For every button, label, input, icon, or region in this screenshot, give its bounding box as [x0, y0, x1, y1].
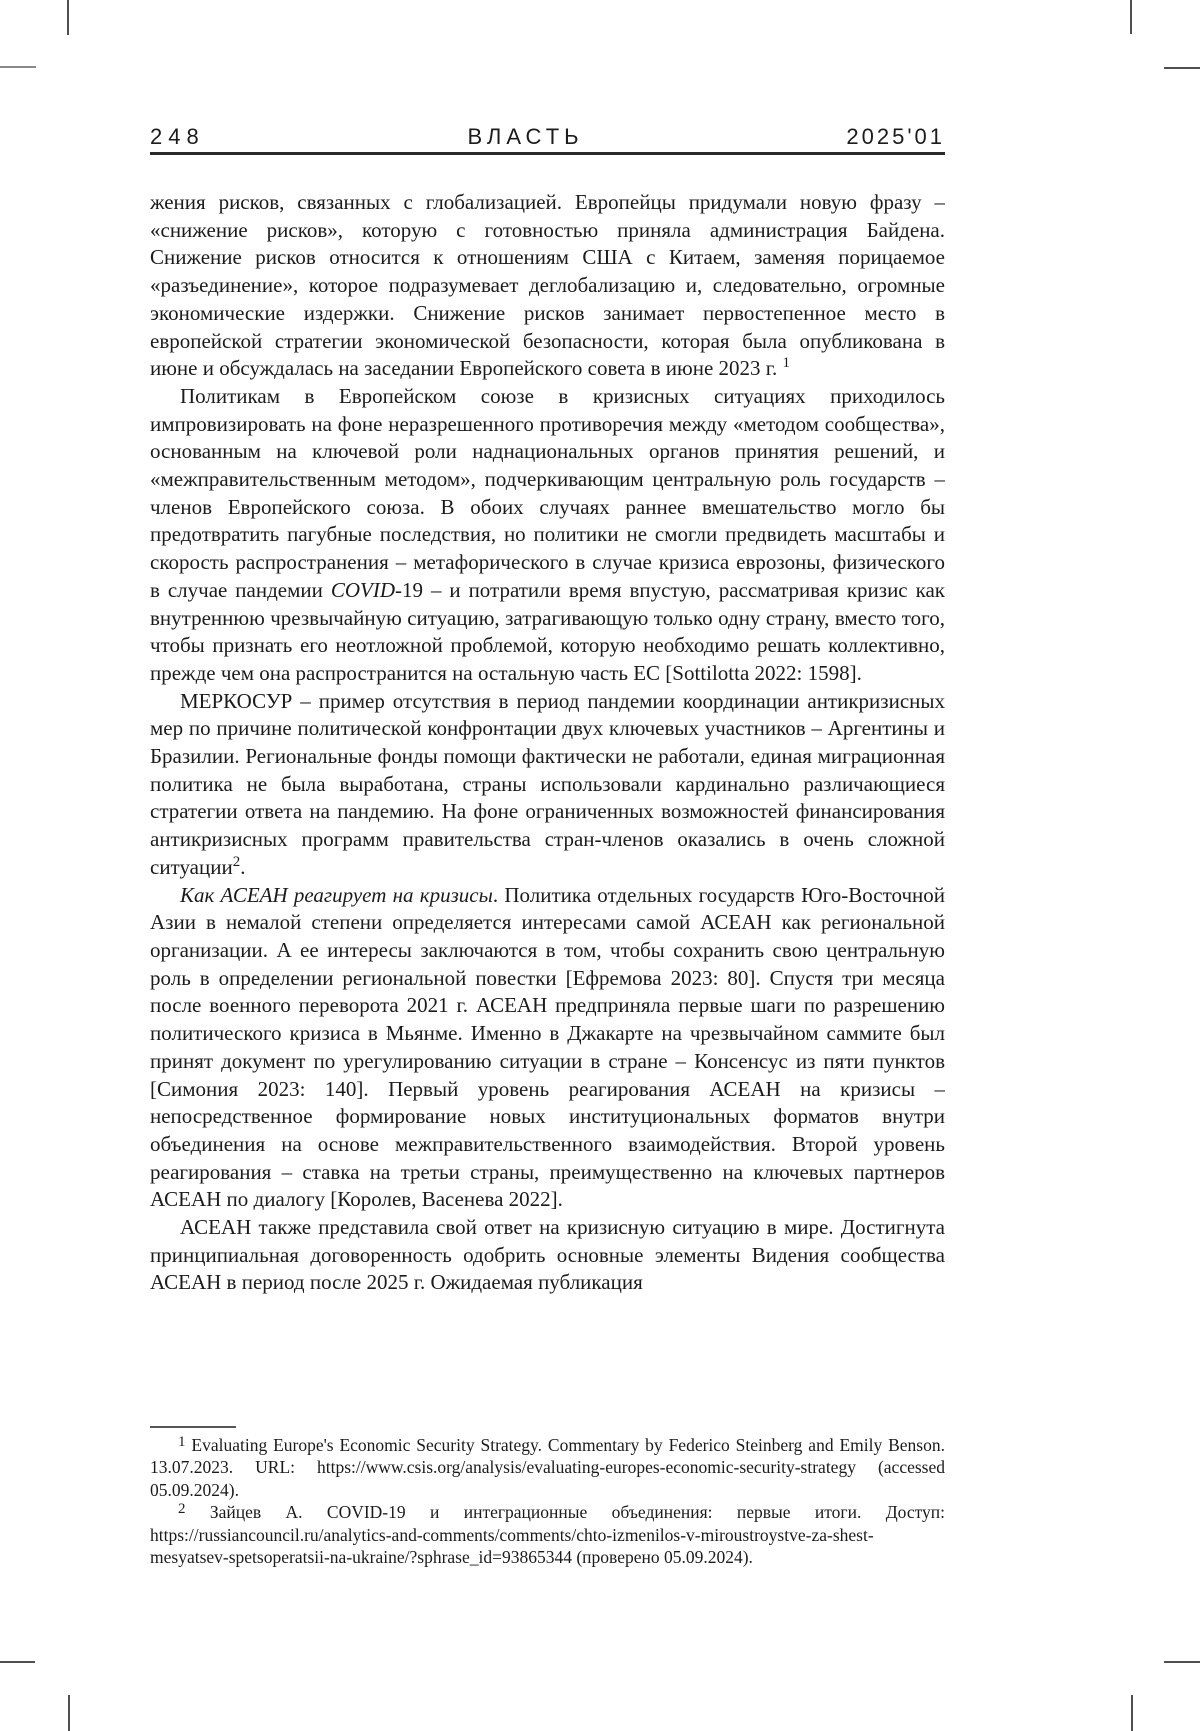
crop-mark-bottom-right-horizontal	[1164, 1661, 1200, 1663]
footnote-reference: 2	[232, 853, 241, 870]
crop-mark-top-left-vertical	[67, 0, 69, 35]
issue-number: 2025'01	[846, 124, 945, 149]
footnotes	[150, 1434, 945, 1568]
footnote-reference: 2	[178, 1501, 186, 1518]
journal-title: ВЛАСТЬ	[467, 124, 584, 149]
crop-mark-bottom-left-vertical	[68, 1695, 70, 1731]
body-paragraph: жения рисков, связанных с глобализацией. Европейцы придумали новую фразу – «снижение рисков», которую с готовностью приняла администрация Байдена. Снижение рисков относится к отношениям США с Китаем, заменяя порицаемое «разъединение», которое подразумевает деглобализацию и, следовательно, огромные экономические издержки. Снижение рисков занимает первостепенное место в европейской стратегии экономической безопасности, которая была опубликована в июне и обсуждалась на заседании Европейского совета в июне 2023 г. $^1$	[150, 190, 945, 381]
crop-mark-top-left-horizontal	[0, 66, 36, 68]
body-paragraph: Как АСЕАН реагирует на кризисы. Политика отдельных государств Юго-Восточной Азии в немалой степени определяется интересами самой АСЕАН как региональной организации. А ее интересы заключаются в том, чтобы сохранить свою центральную роль в определении региональной повестки [Ефремова 2023: 80]. Спустя три месяца после военного переворота 2021 г. АСЕАН предприняла первые шаги по разрешению политического кризиса в Мьянме. Именно в Джакарте на чрезвычайном саммите был принят документ по урегулированию ситуации в стране – Консенсус из пяти пунктов [Симония 2023: 140]. Первый уровень реагирования АСЕАН на кризисы – непосредственное формирование новых институциональных форматов внутри объединения на основе межправительственного взаимодействия. Второй уровень реагирования – ставка на третьи страны, преимущественно на ключевых партнеров АСЕАН по диалогу [Королев, Васенева 2022].	[150, 882, 945, 1212]
crop-mark-bottom-left-horizontal	[0, 1661, 35, 1663]
running-head	[150, 124, 945, 150]
article-body	[150, 189, 945, 1297]
crop-mark-top-right-horizontal	[1164, 67, 1200, 69]
body-paragraph: Политикам в Европейском союзе в кризисных ситуациях приходилось импровизировать на фоне неразрешенного противоречия между «методом сообщества», основанным на ключевой роли наднациональных органов принятия решений, и «межправительственным методом», подчеркивающим центральную роль государств – членов Европейского союза. В обоих случаях раннее вмешательство могло бы предотвратить пагубные последствия, но политики не смогли предвидеть масштабы и скорость распространения – метафорического в случае кризиса еврозоны, физического в случае пандемии COVID-19 – и потратили время впустую, рассматривая кризис как внутреннюю чрезвычайную ситуацию, затрагивающую только одну страну, вместо того, чтобы признать его неотложной проблемой, которую необходимо решать коллективно, прежде чем она распространится на остальную часть ЕС [Sottilotta 2022: 1598].	[150, 383, 945, 685]
body-paragraph: МЕРКОСУР – пример отсутствия в период пандемии координации антикризисных мер по причине политической конфронтации двух ключевых участников – Аргентины и Бразилии. Региональные фонды помощи фактически не работали, единая миграционная политика не была выработана, страны использовали кардинально различающиеся стратегии ответа на пандемию. На фоне ограниченных возможностей финансирования антикризисных программ правительства стран-членов оказались в очень сложной ситуации$^2$.	[150, 688, 945, 879]
footnote-reference: 1	[178, 1434, 186, 1450]
body-paragraph: АСЕАН также представила свой ответ на кризисную ситуацию в мире. Достигнута принципиальная договоренность одобрить основные элементы Видения сообщества АСЕАН в период после 2025 г. Ожидаемая публикация	[150, 1215, 945, 1295]
footnote-reference: 1	[782, 355, 791, 372]
crop-mark-bottom-right-vertical	[1131, 1695, 1133, 1731]
footnote: $^1$ Evaluating Europe's Economic Security Strategy. Commentary by Federico Steinberg and Emily Benson. 13.07.2023. URL: https://www.csis.org/analysis/evaluating-europes-economic-security-strategy (accessed 05.09.2024).	[150, 1434, 945, 1500]
footnote: $^2$ Зайцев А. COVID-19 и интеграционные объединения: первые итоги. Доступ: https://russiancouncil.ru/analytics-and-comments/comments/chto-izmenilos-v-miroustroystve-za-shest-mesyatsev-spetsoperatsii-na-ukraine/?sphrase_id=93865344 (проверено 05.09.2024).	[150, 1501, 945, 1568]
header-rule	[150, 152, 945, 155]
crop-mark-top-right-vertical	[1130, 0, 1132, 34]
page-number: 248	[150, 124, 205, 149]
footnote-separator-rule	[150, 1426, 236, 1428]
